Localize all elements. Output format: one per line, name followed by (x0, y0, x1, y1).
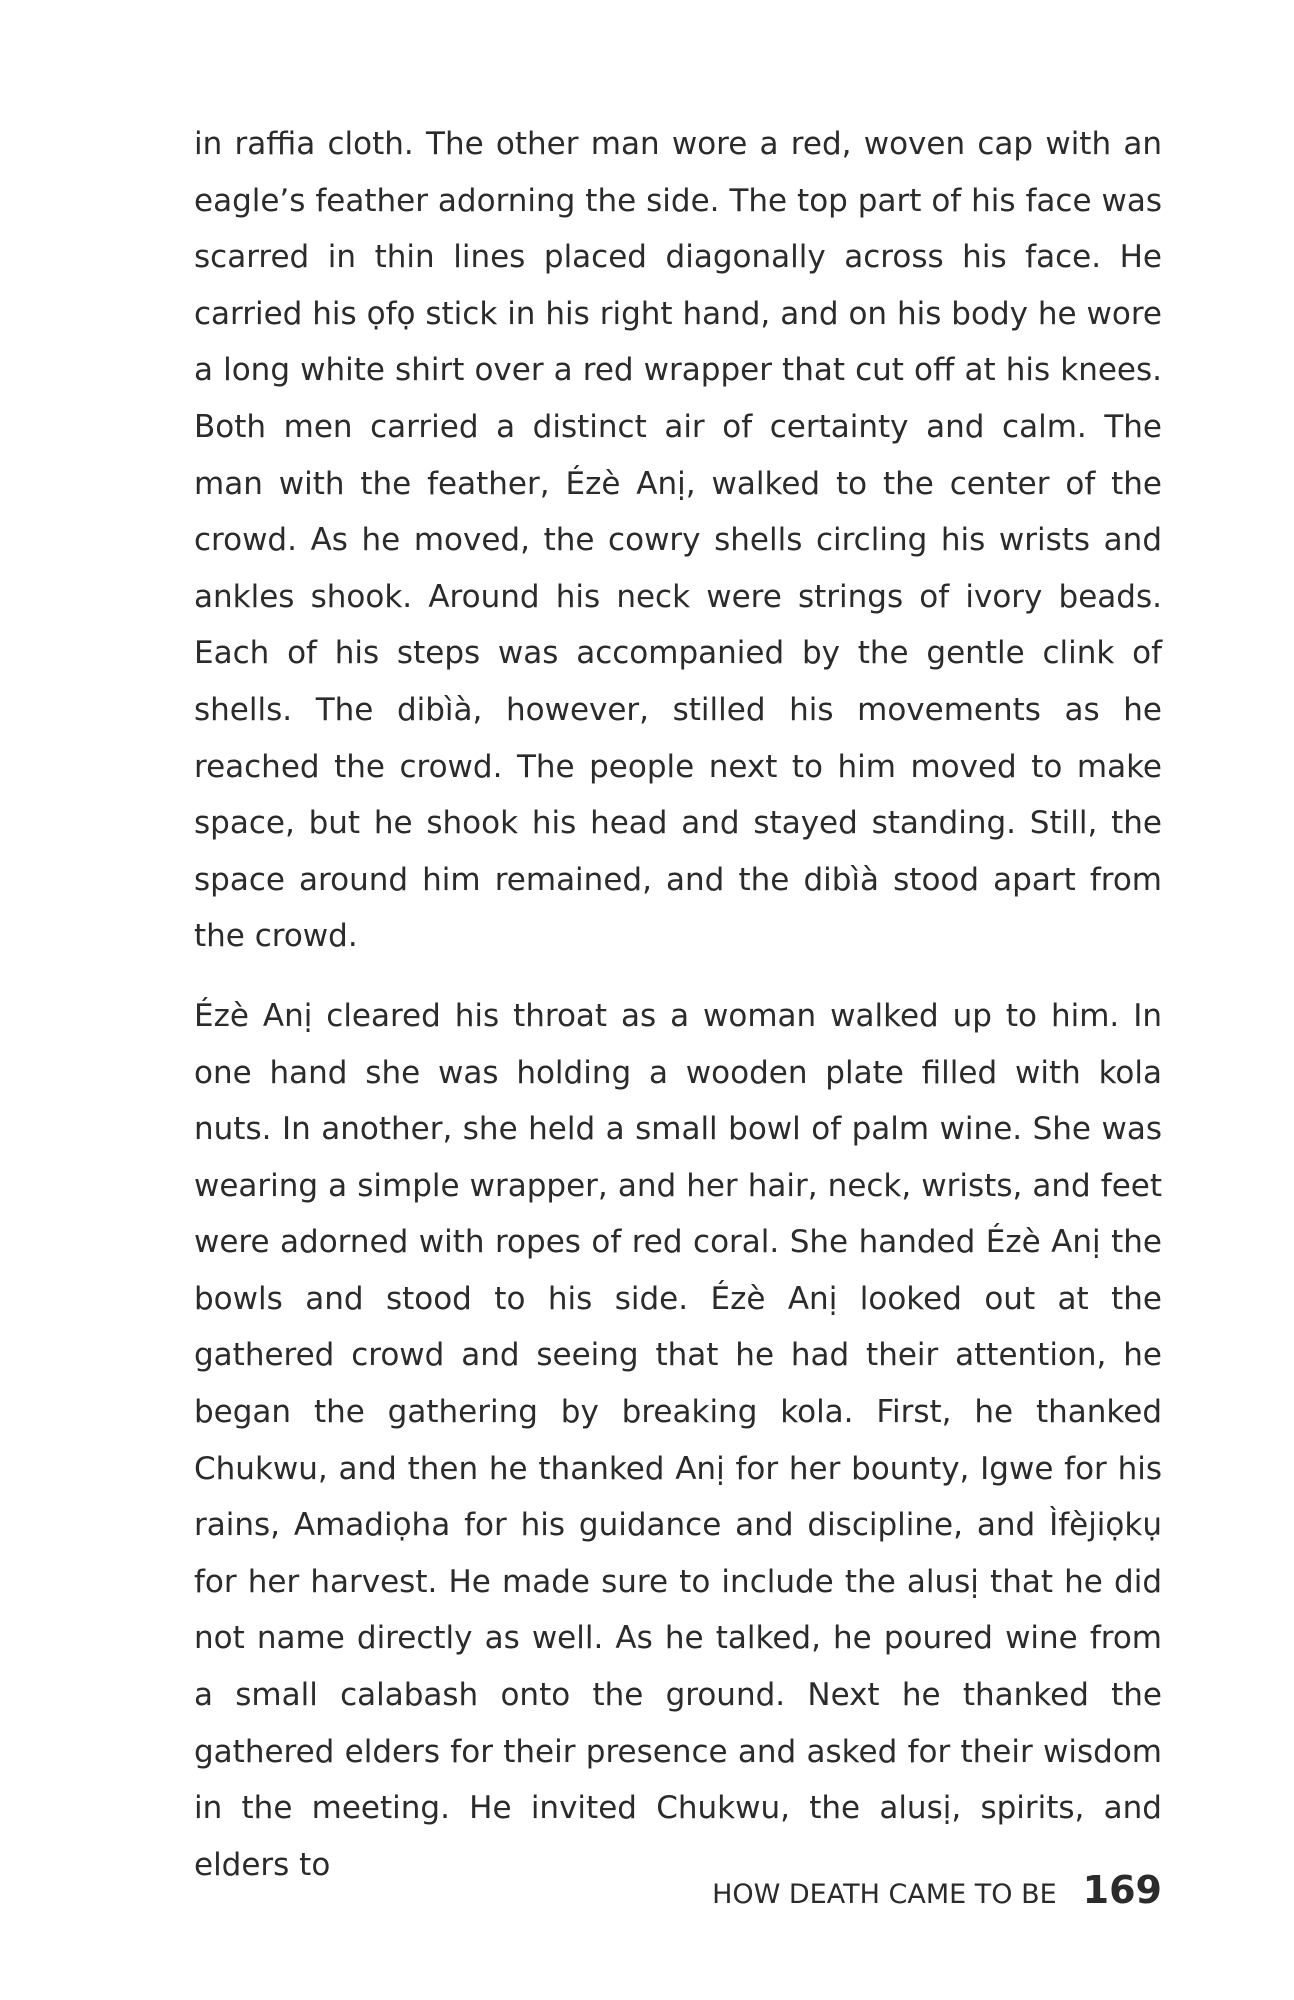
running-title: HOW DEATH CAME TO BE (712, 1879, 1057, 1910)
body-text (194, 116, 1162, 1893)
page-number: 169 (1082, 1868, 1162, 1912)
paragraph-1: in raffia cloth. The other man wore a red, woven cap with an eagle’s feather adorning the side. The top part of his face was scarred in thin lines placed diagonally across his face. He carried his ọfọ stick in his right hand, and on his body he wore a long white shirt over a red wrapper that cut off at his knees. Both men carried a distinct air of certainty and calm. The man with the feather, Ézè Anị, walked to the center of the crowd. As he moved, the cowry shells circling his wrists and ankles shook. Around his neck were strings of ivory beads. Each of his steps was accompanied by the gentle clink of shells. The dibìà, however, stilled his movements as he reached the crowd. The people next to him moved to make space, but he shook his head and stayed standing. Still, the space around him remained, and the dibìà stood apart from the crowd. (194, 126, 1162, 955)
running-footer (600, 1868, 1162, 1928)
paragraph-2: Ézè Anị cleared his throat as a woman walked up to him. In one hand she was holding a wooden plate filled with kola nuts. In another, she held a small bowl of palm wine. She was wearing a simple wrapper, and her hair, neck, wrists, and feet were adorned with ropes of red coral. She handed Ézè Anị the bowls and stood to his side. Ézè Anị looked out at the gathered crowd and seeing that he had their attention, he began the gathering by breaking kola. First, he thanked Chukwu, and then he thanked Anị for her bounty, Igwe for his rains, Amadiọha for his guidance and discipline, and Ìfèjiọkụ for her harvest. He made sure to include the alusị that he did not name directly as well. As he talked, he poured wine from a small calabash onto the ground. Next he thanked the gathered elders for their presence and asked for their wisdom in the meeting. He invited Chukwu, the alusị, spirits, and elders to (194, 997, 1162, 1883)
